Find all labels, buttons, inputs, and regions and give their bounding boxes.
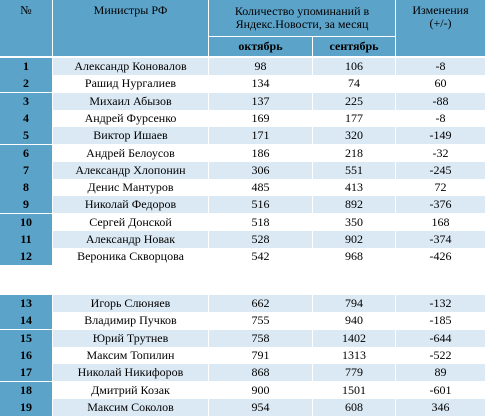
row-change: -426 bbox=[396, 248, 485, 265]
row-minister-name: Николай Никифоров bbox=[53, 364, 208, 381]
table-row bbox=[0, 248, 485, 265]
row-september-count: 892 bbox=[313, 196, 395, 213]
row-change: -8 bbox=[396, 110, 485, 127]
row-september-count: 350 bbox=[313, 214, 395, 231]
row-minister-name: Вероника Скворцова bbox=[53, 248, 208, 265]
row-september-count: 1402 bbox=[313, 330, 395, 347]
header-mentions-label: Количество упоминаний в Яндекс.Новости, за месяц bbox=[234, 4, 370, 31]
row-september-count: 225 bbox=[313, 93, 395, 110]
row-change: -644 bbox=[396, 330, 485, 347]
row-october-count: 98 bbox=[209, 58, 312, 75]
row-number: 11 bbox=[0, 231, 52, 248]
row-number: 2 bbox=[0, 75, 52, 92]
header-num bbox=[0, 0, 52, 56]
header-october-label: октябрь bbox=[238, 39, 283, 53]
row-september-count: 968 bbox=[313, 248, 395, 265]
row-minister-name: Михаил Абызов bbox=[53, 93, 208, 110]
row-minister-name: Андрей Фурсенко bbox=[53, 110, 208, 127]
table-row bbox=[0, 145, 485, 162]
row-october-count: 186 bbox=[209, 145, 312, 162]
row-number: 16 bbox=[0, 347, 52, 364]
row-number: 19 bbox=[0, 399, 52, 416]
header-name-label: Министры РФ bbox=[93, 3, 168, 17]
row-number: 1 bbox=[0, 58, 52, 75]
row-september-count: 106 bbox=[313, 58, 395, 75]
table-row bbox=[0, 93, 485, 110]
row-september-count: 218 bbox=[313, 145, 395, 162]
row-september-count: 902 bbox=[313, 231, 395, 248]
table-row bbox=[0, 162, 485, 179]
row-october-count: 791 bbox=[209, 347, 312, 364]
row-september-count: 320 bbox=[313, 127, 395, 144]
row-october-count: 900 bbox=[209, 382, 312, 399]
table-row bbox=[0, 75, 485, 92]
row-october-count: 758 bbox=[209, 330, 312, 347]
row-minister-name: Игорь Слюняев bbox=[53, 295, 208, 312]
row-september-count: 608 bbox=[313, 399, 395, 416]
header-september-label: сентябрь bbox=[329, 39, 379, 53]
row-change: 346 bbox=[396, 399, 485, 416]
table-row bbox=[0, 295, 485, 312]
table-row bbox=[0, 179, 485, 196]
header-change bbox=[396, 0, 485, 56]
table-row bbox=[0, 399, 485, 416]
table-row bbox=[0, 110, 485, 127]
row-change: -149 bbox=[396, 127, 485, 144]
row-change: 72 bbox=[396, 179, 485, 196]
row-change: -185 bbox=[396, 312, 485, 329]
row-september-count: 74 bbox=[313, 75, 395, 92]
row-number: 6 bbox=[0, 145, 52, 162]
table-row bbox=[0, 214, 485, 231]
row-september-count: 413 bbox=[313, 179, 395, 196]
row-september-count: 177 bbox=[313, 110, 395, 127]
row-october-count: 755 bbox=[209, 312, 312, 329]
row-number: 13 bbox=[0, 295, 52, 312]
row-change: -8 bbox=[396, 58, 485, 75]
row-change: -601 bbox=[396, 382, 485, 399]
row-number: 10 bbox=[0, 214, 52, 231]
table-row bbox=[0, 330, 485, 347]
row-number: 4 bbox=[0, 110, 52, 127]
row-october-count: 169 bbox=[209, 110, 312, 127]
row-october-count: 868 bbox=[209, 364, 312, 381]
row-september-count: 1313 bbox=[313, 347, 395, 364]
row-change: -522 bbox=[396, 347, 485, 364]
header-mentions bbox=[209, 0, 395, 36]
row-minister-name: Андрей Белоусов bbox=[53, 145, 208, 162]
row-minister-name: Виктор Ишаев bbox=[53, 127, 208, 144]
row-minister-name: Юрий Трутнев bbox=[53, 330, 208, 347]
row-september-count: 1501 bbox=[313, 382, 395, 399]
table-row bbox=[0, 231, 485, 248]
row-minister-name: Александр Новак bbox=[53, 231, 208, 248]
row-october-count: 516 bbox=[209, 196, 312, 213]
row-number: 5 bbox=[0, 127, 52, 144]
header-change-label: Изменения (+/-) bbox=[412, 3, 469, 30]
row-october-count: 171 bbox=[209, 127, 312, 144]
header-name bbox=[53, 0, 208, 56]
row-minister-name: Максим Соколов bbox=[53, 399, 208, 416]
header-num-label: № bbox=[20, 3, 32, 17]
row-number: 8 bbox=[0, 179, 52, 196]
row-october-count: 134 bbox=[209, 75, 312, 92]
row-october-count: 485 bbox=[209, 179, 312, 196]
row-minister-name: Сергей Донской bbox=[53, 214, 208, 231]
header-october bbox=[209, 37, 312, 56]
row-number: 18 bbox=[0, 382, 52, 399]
row-number: 17 bbox=[0, 364, 52, 381]
row-change: 60 bbox=[396, 75, 485, 92]
row-change: -32 bbox=[396, 145, 485, 162]
row-october-count: 662 bbox=[209, 295, 312, 312]
row-change: 89 bbox=[396, 364, 485, 381]
row-october-count: 137 bbox=[209, 93, 312, 110]
table-row bbox=[0, 347, 485, 364]
row-number: 15 bbox=[0, 330, 52, 347]
row-change: 168 bbox=[396, 214, 485, 231]
row-change: -376 bbox=[396, 196, 485, 213]
row-october-count: 954 bbox=[209, 399, 312, 416]
table-row bbox=[0, 382, 485, 399]
row-number: 9 bbox=[0, 196, 52, 213]
row-number: 3 bbox=[0, 93, 52, 110]
row-september-count: 779 bbox=[313, 364, 395, 381]
header-september bbox=[313, 37, 395, 56]
row-minister-name: Дмитрий Козак bbox=[53, 382, 208, 399]
row-september-count: 940 bbox=[313, 312, 395, 329]
row-minister-name: Александр Хлопонин bbox=[53, 162, 208, 179]
row-change: -374 bbox=[396, 231, 485, 248]
table-row bbox=[0, 364, 485, 381]
row-minister-name: Рашид Нургалиев bbox=[53, 75, 208, 92]
row-minister-name: Денис Мантуров bbox=[53, 179, 208, 196]
table-row bbox=[0, 127, 485, 144]
row-minister-name: Николай Федоров bbox=[53, 196, 208, 213]
row-number: 14 bbox=[0, 312, 52, 329]
row-september-count: 551 bbox=[313, 162, 395, 179]
row-october-count: 306 bbox=[209, 162, 312, 179]
row-october-count: 518 bbox=[209, 214, 312, 231]
row-change: -88 bbox=[396, 93, 485, 110]
row-number: 7 bbox=[0, 162, 52, 179]
row-minister-name: Максим Топилин bbox=[53, 347, 208, 364]
row-october-count: 528 bbox=[209, 231, 312, 248]
table-row bbox=[0, 312, 485, 329]
table-row bbox=[0, 58, 485, 75]
row-september-count: 794 bbox=[313, 295, 395, 312]
row-number: 12 bbox=[0, 248, 52, 265]
row-change: -132 bbox=[396, 295, 485, 312]
table-row bbox=[0, 196, 485, 213]
row-october-count: 542 bbox=[209, 248, 312, 265]
row-minister-name: Александр Коновалов bbox=[53, 58, 208, 75]
row-minister-name: Владимир Пучков bbox=[53, 312, 208, 329]
row-change: -245 bbox=[396, 162, 485, 179]
